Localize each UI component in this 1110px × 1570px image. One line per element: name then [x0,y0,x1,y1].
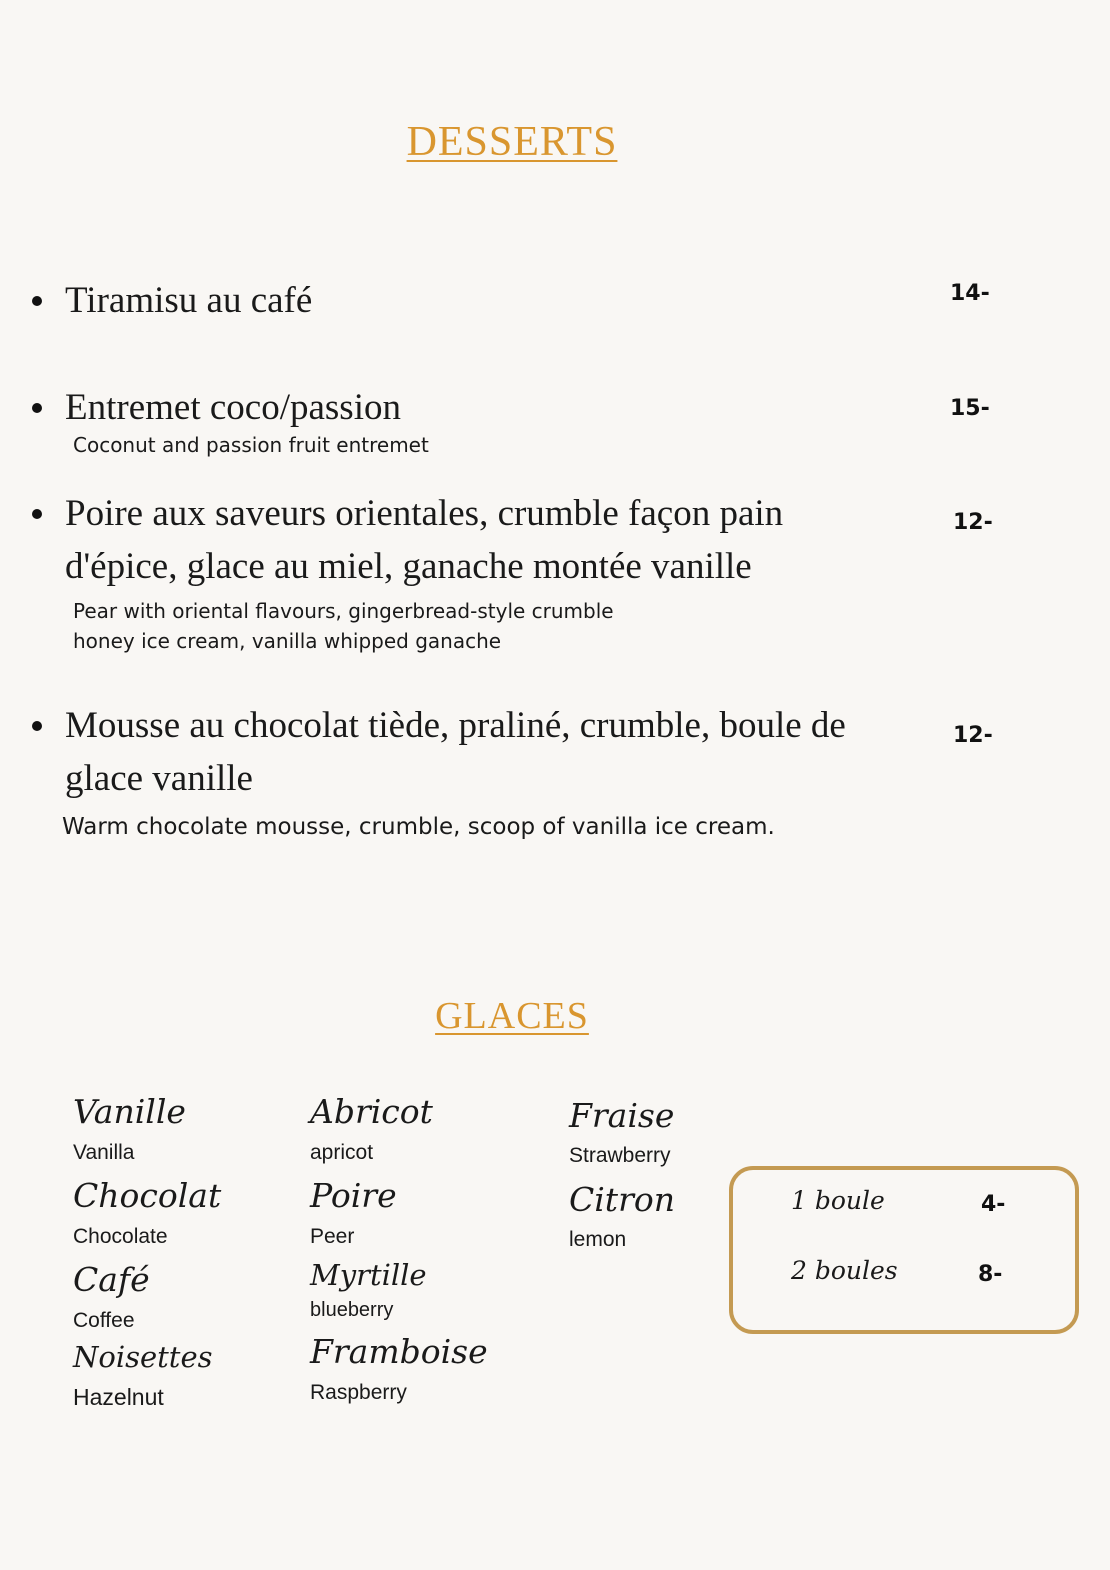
dessert-price: 12- [953,510,993,535]
flavor-name: Fraise [569,1096,675,1135]
dessert-price: 15- [950,396,990,421]
flavor-name: Myrtille [310,1258,427,1292]
flavor-name: Café [73,1260,150,1299]
dessert-name-line2: glace vanille [65,758,253,799]
flavor-translation: Coffee [73,1309,135,1332]
flavor-translation: Hazelnut [73,1384,164,1410]
dessert-price: 12- [953,723,993,748]
scoop-pricing-box [729,1166,1079,1334]
flavor-translation: Vanilla [73,1141,135,1164]
flavor-translation: blueberry [310,1299,394,1321]
flavor-translation: Peer [310,1225,355,1248]
desserts-title: DESSERTS [406,119,618,165]
dessert-description-line2: honey ice cream, vanilla whipped ganache [73,629,502,653]
flavor-name: Abricot [310,1092,433,1131]
dessert-name-line1: Poire aux saveurs orientales, crumble façon pain [65,493,784,534]
scoop-label: 1 boule [791,1186,885,1215]
dessert-description-line1: Pear with oriental flavours, gingerbread-style crumble [73,599,614,623]
bullet-icon [32,403,42,413]
bullet-icon [32,509,42,519]
scoop-label: 2 boules [791,1256,898,1285]
flavor-name: Vanille [73,1092,186,1131]
flavor-name: Poire [310,1176,397,1215]
glaces-title: GLACES [435,995,589,1037]
flavor-translation: lemon [569,1228,627,1251]
flavor-translation: Chocolate [73,1225,168,1248]
flavor-name: Noisettes [73,1340,213,1374]
bullet-icon [32,721,42,731]
flavor-translation: apricot [310,1141,374,1164]
dessert-description: Coconut and passion fruit entremet [73,433,429,457]
flavor-translation: Raspberry [310,1381,407,1404]
scoop-price: 8- [978,1262,1003,1287]
dessert-name-line1: Mousse au chocolat tiède, praliné, crumble, boule de [65,705,846,746]
bullet-icon [32,296,42,306]
scoop-price: 4- [981,1192,1006,1217]
flavor-translation: Strawberry [569,1144,671,1167]
flavor-name: Framboise [310,1332,488,1371]
dessert-description: Warm chocolate mousse, crumble, scoop of vanilla ice cream. [62,814,775,840]
dessert-price: 14- [950,281,990,306]
dessert-name-line2: d'épice, glace au miel, ganache montée vanille [65,546,752,587]
dessert-name: Tiramisu au café [65,280,313,321]
flavor-name: Citron [569,1180,675,1219]
dessert-name: Entremet coco/passion [65,387,401,428]
flavor-name: Chocolat [73,1176,222,1215]
